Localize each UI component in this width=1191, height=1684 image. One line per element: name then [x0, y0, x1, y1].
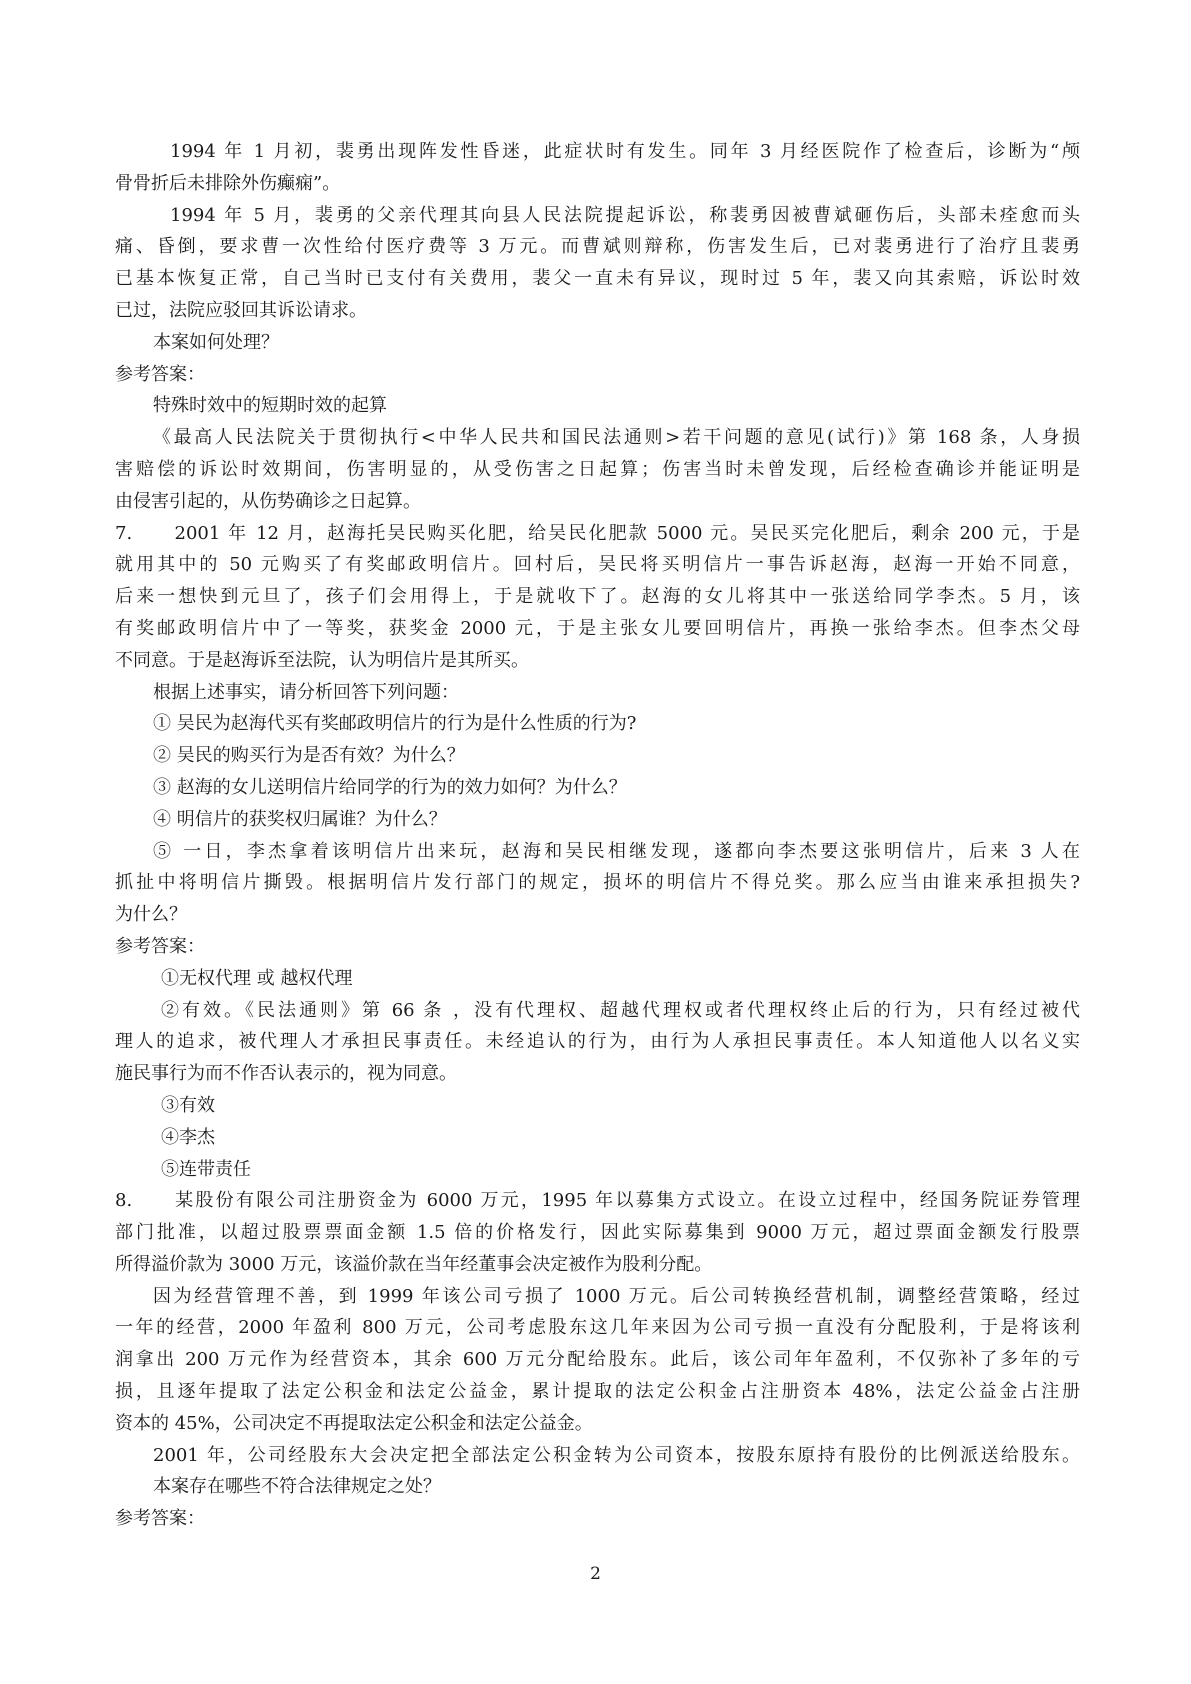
text-line: 一年的经营，2000 年盈利 800 万元，公司考虑股东这几年来因为公司亏损一直没有分配股利，于是将该利	[115, 1317, 1080, 1339]
answer-heading: 参考答案：	[115, 935, 205, 957]
question-8-start: 8. 某股份有限公司注册资金为 6000 万元，1995 年以募集方式设立。在设立过程中，经国务院证券管理	[115, 1190, 1080, 1212]
text-line: 由侵害引起的，从伤势确诊之日起算。	[115, 490, 421, 512]
page-number: 2	[590, 1564, 601, 1584]
text-line: 就用其中的 50 元购买了有奖邮政明信片。回村后，吴民将买明信片一事告诉赵海，赵海一开始不同意，	[115, 554, 1080, 576]
text-line: 《最高人民法院关于贯彻执行<中华人民共和国民法通则>若干问题的意见(试行)》第 168 条，人身损	[153, 427, 1080, 449]
text-line: 施民事行为而不作否认表示的，视为同意。	[115, 1063, 457, 1085]
text-line: 1994 年 1 月初，裴勇出现阵发性昏迷，此症状时有发生。同年 3 月经医院作了检查后，诊断为“颅	[170, 141, 1080, 162]
answer-2: ②有效。《民法通则》第 66 条 ，没有代理权、超越代理权或者代理权终止后的行为，只有经过被代	[161, 999, 1080, 1021]
text-line: 理人的追求，被代理人才承担民事责任。未经追认的行为，由行为人承担民事责任。本人知道他人以名义实	[115, 1031, 1080, 1053]
text-line: 本案如何处理？	[153, 331, 279, 353]
text-line: 本案存在哪些不符合法律规定之处？	[153, 1476, 441, 1498]
text-line: 已过，法院应驳回其诉讼请求。	[115, 299, 367, 321]
text-line: 1994 年 5 月，裴勇的父亲代理其向县人民法院提起诉讼，称裴勇因被曹斌砸伤后，头部未痊愈而头	[170, 204, 1080, 226]
text-line: 不同意。于是赵海诉至法院，认为明信片是其所买。	[115, 649, 529, 671]
text-line: 资本的 45%，公司决定不再提取法定公积金和法定公益金。	[115, 1412, 593, 1434]
text-line: 损，且逐年提取了法定公积金和法定公益金，累计提取的法定公积金占注册资本 48%，法定公益金占注册	[115, 1381, 1080, 1403]
answer-4: ④李杰	[161, 1126, 215, 1148]
answer-1: ①无权代理 或 越权代理	[161, 967, 353, 989]
sub-question-1: ① 吴民为赵海代买有奖邮政明信片的行为是什么性质的行为?	[153, 713, 637, 735]
text-line: 骨骨折后未排除外伤癫痫”。	[115, 172, 341, 194]
text-line: 所得溢价款为 3000 万元，该溢价款在当年经董事会决定被作为股利分配。	[115, 1253, 713, 1275]
sub-question-5: ⑤ 一日，李杰拿着该明信片出来玩，赵海和吴民相继发现，遂都向李杰要这张明信片，后来 3 人在	[153, 840, 1080, 862]
text-line: 后来一想快到元旦了，孩子们会用得上，于是就收下了。赵海的女儿将其中一张送给同学李杰。5 月，该	[115, 586, 1080, 608]
text-line: 2001 年，公司经股东大会决定把全部法定公积金转为公司资本，按股东原持有股份的比例派送给股东。	[153, 1444, 1080, 1466]
text-line: 部门批准，以超过股票票面金额 1.5 倍的价格发行，因此实际募集到 9000 万元，超过票面金额发行股票	[115, 1222, 1080, 1244]
text-line: 润拿出 200 万元作为经营资本，其余 600 万元分配给股东。此后，该公司年年盈利，不仅弥补了多年的亏	[115, 1349, 1080, 1371]
question-7-start: 7. 2001 年 12 月，赵海托吴民购买化肥，给吴民化肥款 5000 元。吴民买完化肥后，剩余 200 元，于是	[115, 522, 1080, 544]
answer-heading: 参考答案：	[115, 363, 205, 385]
answer-heading: 参考答案：	[115, 1508, 205, 1530]
text-line: 有奖邮政明信片中了一等奖，获奖金 2000 元，于是主张女儿要回明信片，再换一张给李杰。但李杰父母	[115, 617, 1080, 639]
sub-question-2: ② 吴民的购买行为是否有效？为什么？	[153, 745, 465, 767]
answer-3: ③有效	[161, 1094, 215, 1116]
text-line: 特殊时效中的短期时效的起算	[153, 395, 387, 417]
document-body	[115, 136, 1080, 1535]
text-line: 痛、昏倒，要求曹一次性给付医疗费等 3 万元。而曹斌则辩称，伤害发生后，已对裴勇进行了治疗且裴勇	[115, 236, 1080, 258]
text-line: 害赔偿的诉讼时效期间，伤害明显的，从受伤害之日起算；伤害当时未曾发现，后经检查确诊并能证明是	[115, 458, 1080, 480]
text-line: 抓扯中将明信片撕毁。根据明信片发行部门的规定，损坏的明信片不得兑奖。那么应当由谁来承担损失?	[115, 872, 1080, 894]
text-line: 因为经营管理不善，到 1999 年该公司亏损了 1000 万元。后公司转换经营机制，调整经营策略，经过	[153, 1285, 1080, 1307]
sub-question-4: ④ 明信片的获奖权归属谁？为什么？	[153, 808, 447, 830]
text-line: 根据上述事实，请分析回答下列问题：	[153, 681, 459, 703]
text-line: 为什么？	[115, 904, 187, 926]
answer-5: ⑤连带责任	[161, 1158, 251, 1180]
text-line: 已基本恢复正常，自己当时已支付有关费用，裴父一直未有异议，现时过 5 年，裴又向其索赔，诉讼时效	[115, 268, 1080, 290]
sub-question-3: ③ 赵海的女儿送明信片给同学的行为的效力如何？为什么？	[153, 776, 627, 798]
